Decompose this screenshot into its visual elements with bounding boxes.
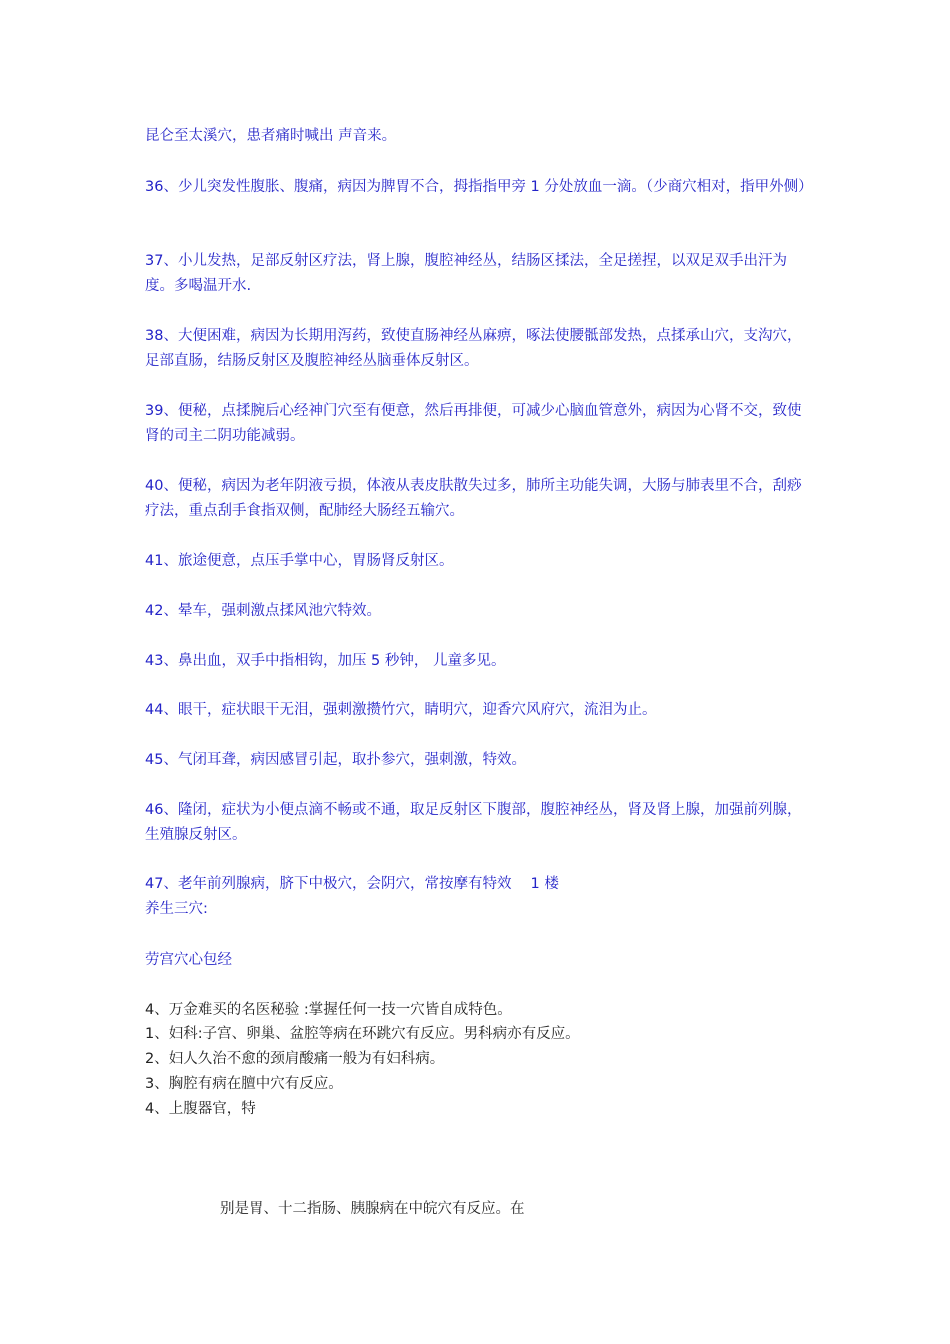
secret-item-4: 4、上腹器官，特 (145, 1101, 256, 1117)
secret-item-3: 3、胸腔有病在膻中穴有反应。 (145, 1076, 343, 1092)
secret-item-1: 1、妇科:子宫、卵巢、盆腔等病在环跳穴有反应。男科病亦有反应。 (145, 1026, 580, 1042)
heading-laogong: 劳宫穴心包经 (145, 952, 232, 968)
secret-item-2: 2、妇人久治不愈的颈肩酸痛一般为有妇科病。 (145, 1051, 445, 1067)
heading-three-points: 养生三穴: (145, 901, 208, 917)
indented-continuation-line: 别是胃、十二指肠、胰腺病在中皖穴有反应。在 (220, 1201, 525, 1217)
paragraph-39: 39、便秘，点揉腕后心经神门穴至有便意，然后再排便，可减少心脑血管意外，病因为心肾不交，致使肾的司主二阴功能减弱。 (145, 403, 802, 444)
paragraph-40: 40、便秘，病因为老年阴液亏损，体液从表皮肤散失过多，肺所主功能失调，大肠与肺表里不合，刮痧疗法，重点刮手食指双侧，配肺经大肠经五输穴。 (145, 478, 802, 519)
paragraph-kunlun: 昆仑至太溪穴，患者痛时喊出 声音来。 (145, 128, 397, 144)
paragraph-37: 37、小儿发热，足部反射区疗法，肾上腺，腹腔神经丛，结肠区揉法，全足搓捏，以双足双手出汗为度。多喝温开水. (145, 253, 787, 294)
paragraph-36: 36、少儿突发性腹胀、腹痛，病因为脾胃不合，拇指指甲旁 1 分处放血一滴。（少商穴相对，指甲外侧） (145, 179, 813, 195)
secret-intro-line: 4、万金难买的名医秘验 :掌握任何一技一穴皆自成特色。 (145, 1002, 512, 1018)
paragraph-38: 38、大便困难，病因为长期用泻药，致使直肠神经丛麻痹，啄法使腰骶部发热，点揉承山穴，支沟穴，足部直肠，结肠反射区及腹腔神经丛脑垂体反射区。 (145, 328, 802, 369)
paragraph-44: 44、眼干，症状眼干无泪，强刺激攒竹穴，睛明穴，迎香穴风府穴，流泪为止。 (145, 702, 657, 718)
paragraph-47: 47、老年前列腺病，脐下中极穴，会阴穴，常按摩有特效 1 楼 (145, 876, 559, 892)
paragraph-45: 45、气闭耳聋，病因感冒引起，取扑参穴，强刺激，特效。 (145, 752, 526, 768)
paragraph-41: 41、旅途便意，点压手掌中心，胃肠肾反射区。 (145, 553, 454, 569)
paragraph-42: 42、晕车，强刺激点揉风池穴特效。 (145, 603, 381, 619)
paragraph-46: 46、隆闭，症状为小便点滴不畅或不通，取足反射区下腹部，腹腔神经丛，肾及肾上腺，加强前列腺，生殖腺反射区。 (145, 802, 802, 843)
paragraph-43: 43、鼻出血，双手中指相钩，加压 5 秒钟， 儿童多见。 (145, 653, 506, 669)
